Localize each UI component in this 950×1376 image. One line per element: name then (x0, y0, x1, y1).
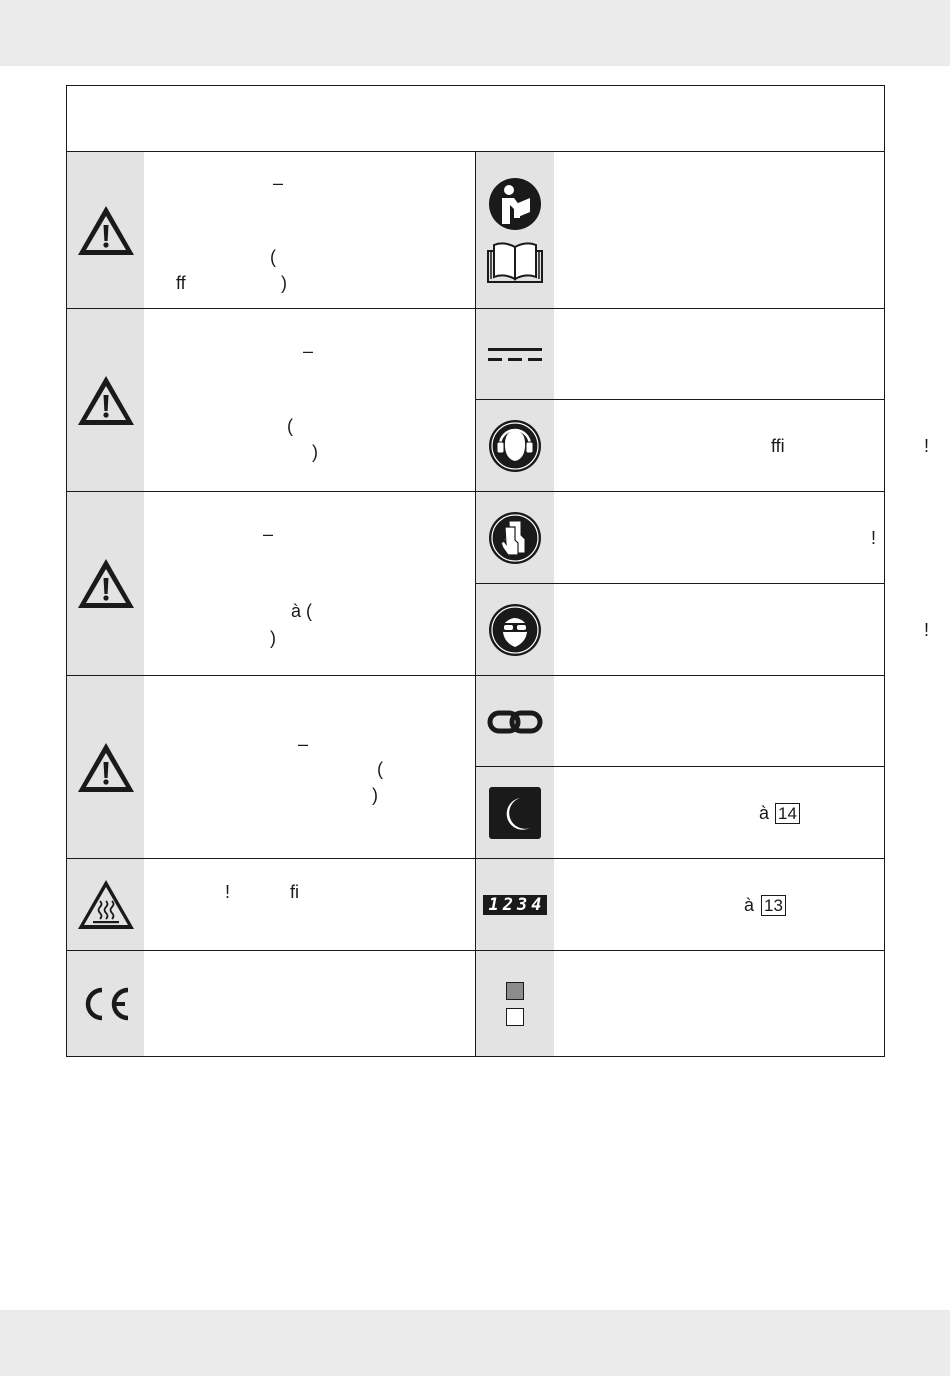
note-text: fi (290, 882, 299, 902)
icon-cell (67, 152, 144, 309)
left-row-3 (67, 492, 475, 676)
ce-mark-icon (80, 985, 132, 1023)
right-row-7 (476, 767, 884, 859)
note-text: ! (924, 620, 930, 640)
display-digits: 1234 (488, 895, 546, 915)
icon-cell (476, 676, 554, 767)
note-text: ( (377, 759, 383, 779)
left-row-2 (67, 309, 475, 492)
right-row-1 (476, 152, 884, 309)
figure-reference: 14 (775, 803, 800, 824)
warning-triangle-icon (75, 740, 137, 796)
note-text: ) (281, 273, 287, 293)
right-row-3 (476, 400, 930, 492)
icon-cell (67, 859, 144, 951)
filled-square-icon (506, 982, 524, 1000)
icon-cell (476, 584, 554, 676)
icon-cell (476, 492, 554, 584)
left-row-6 (67, 951, 475, 1056)
top-band (0, 0, 950, 66)
note-text: à (744, 895, 755, 915)
right-row-9 (476, 951, 884, 1056)
empty-square-icon (506, 1008, 524, 1026)
read-manual-icon (488, 177, 542, 231)
note-text: ( (270, 247, 276, 267)
right-row-8 (476, 859, 884, 951)
note-text: ffi (771, 436, 785, 456)
note-text: à ( (291, 601, 313, 621)
note-text: ) (372, 785, 378, 805)
right-row-4 (476, 492, 884, 584)
checkbox-squares-icon (506, 978, 524, 1030)
icon-cell (67, 951, 144, 1056)
icon-cell (67, 492, 144, 676)
note-text: – (298, 734, 309, 754)
note-text: ( (287, 416, 293, 436)
left-row-5 (67, 859, 475, 951)
icon-cell (67, 676, 144, 859)
warning-triangle-icon (75, 373, 137, 429)
note-text: ! (924, 436, 930, 456)
icon-cell (476, 767, 554, 859)
bottom-band (0, 1310, 950, 1376)
note-text: – (303, 341, 314, 361)
icon-cell (476, 400, 554, 492)
icon-cell (476, 951, 554, 1056)
icon-cell (67, 309, 144, 492)
note-text: ff (176, 273, 186, 293)
chain-link-icon (487, 708, 543, 736)
symbol-table (66, 85, 930, 1057)
direct-current-icon (487, 345, 543, 365)
moon-mode-icon (488, 786, 542, 840)
right-row-2 (476, 309, 884, 400)
right-row-6 (476, 676, 884, 767)
table-header (67, 86, 884, 152)
protective-gloves-icon (488, 511, 542, 565)
note-text: – (263, 524, 274, 544)
warning-triangle-icon (75, 203, 137, 259)
note-text: ) (312, 442, 318, 462)
digital-display-icon (483, 895, 548, 915)
right-row-5 (476, 584, 930, 676)
figure-reference: 13 (761, 895, 786, 916)
note-text: à (759, 803, 770, 823)
note-text: ! (225, 882, 231, 902)
hot-surface-icon (75, 877, 137, 933)
warning-triangle-icon (75, 556, 137, 612)
note-text: – (273, 173, 284, 193)
safety-goggles-icon (488, 603, 542, 657)
note-text: ) (270, 628, 276, 648)
icon-cell (476, 309, 554, 400)
left-row-4 (67, 676, 475, 859)
icon-cell (476, 152, 554, 309)
open-book-icon (486, 239, 544, 285)
ear-protection-icon (488, 419, 542, 473)
left-row-1 (67, 152, 475, 309)
icon-cell (476, 859, 554, 951)
note-text: ! (871, 528, 877, 548)
